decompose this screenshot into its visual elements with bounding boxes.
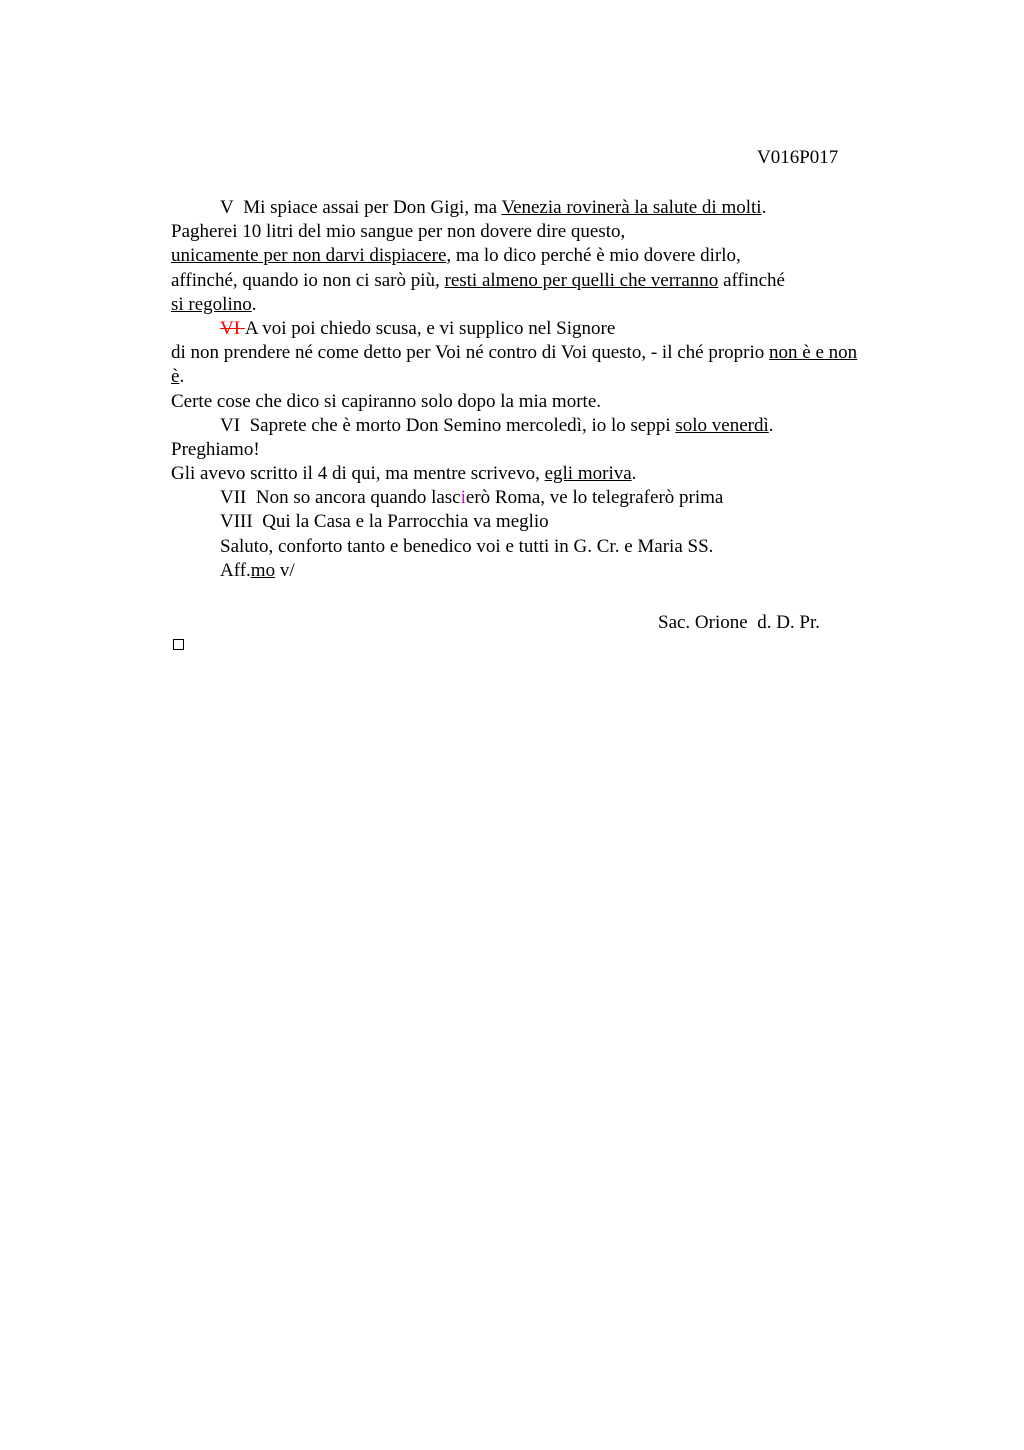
text-run: Mi spiace assai per Don Gigi, ma: [243, 197, 502, 218]
text-run: Non so ancora quando lasc: [255, 487, 461, 509]
page-code: V016P017: [757, 147, 839, 168]
underlined-text: solo venerdì: [675, 414, 769, 436]
text-line: Certe cose che dico si capiranno solo dopo la mia morte.: [171, 390, 602, 412]
closing-line: Saluto, conforto tanto e benedico voi e tutti in G. Cr. e Maria SS.: [220, 535, 714, 557]
text-line: Preghiamo!: [171, 438, 260, 460]
text-run: Saprete che è morto Don Semino mercoledì, io lo seppi: [249, 414, 676, 436]
letter-body: [171, 196, 951, 583]
text-run: Gli avevo scritto il 4 di qui, ma mentre scrivevo,: [171, 463, 545, 485]
text-line: [171, 293, 951, 317]
text-line: [171, 244, 951, 268]
underlined-text: mo: [250, 559, 276, 581]
text-run: erò Roma, ve lo telegraferò prima: [465, 487, 724, 509]
closing-affmo: [171, 559, 951, 583]
section-number: VI: [220, 414, 241, 436]
text-run: .: [251, 293, 257, 315]
text-line: [171, 269, 951, 293]
section-number: V: [220, 197, 234, 218]
underlined-text: non è e non: [769, 342, 858, 364]
section-number: VII: [220, 487, 247, 509]
text-run: .: [631, 463, 637, 485]
text-run: Qui la Casa e la Parrocchia va meglio: [262, 511, 549, 533]
paragraph-vii: [171, 486, 951, 510]
text-run: .: [179, 366, 185, 388]
text-run: di non prendere né come detto per Voi né contro di Voi questo, - il ché proprio: [171, 342, 770, 364]
text-run: .: [768, 414, 774, 436]
text-line: [171, 462, 951, 486]
paragraph-v: [171, 196, 951, 220]
underlined-text: egli moriva: [544, 463, 632, 485]
text-run: Aff.: [220, 559, 251, 581]
text-line: Pagherei 10 litri del mio sangue per non dovere dire questo,: [171, 221, 626, 243]
text-run: affinché, quando io non ci sarò più,: [171, 269, 445, 291]
deleted-section-number: VI: [220, 317, 241, 339]
underlined-text: Venezia rovinerà la salute di molti: [501, 197, 762, 218]
marked-letter: i: [460, 487, 466, 509]
signature: Sac. Orione d. D. Pr.: [658, 612, 821, 633]
underlined-text: resti almeno per quelli che verranno: [444, 269, 719, 291]
paragraph-deleted-vi: [171, 317, 951, 341]
text-run: A voi poi chiedo scusa, e vi supplico nel Signore: [244, 317, 616, 339]
section-number: VIII: [220, 511, 253, 533]
text-run: v/: [275, 559, 295, 581]
text-run: , ma lo dico perché è mio dovere dirlo,: [446, 245, 741, 267]
paragraph-vi: [171, 414, 951, 438]
text-line: [171, 365, 951, 389]
underlined-text: unicamente per non darvi dispiacere: [171, 245, 447, 267]
underlined-text: è: [171, 366, 180, 388]
text-run: .: [761, 197, 767, 218]
underlined-text: si regolino: [171, 293, 252, 315]
paragraph-viii: [171, 510, 951, 534]
text-run: affinché: [718, 269, 785, 291]
text-line: [171, 341, 951, 365]
end-square-icon: [173, 639, 184, 650]
